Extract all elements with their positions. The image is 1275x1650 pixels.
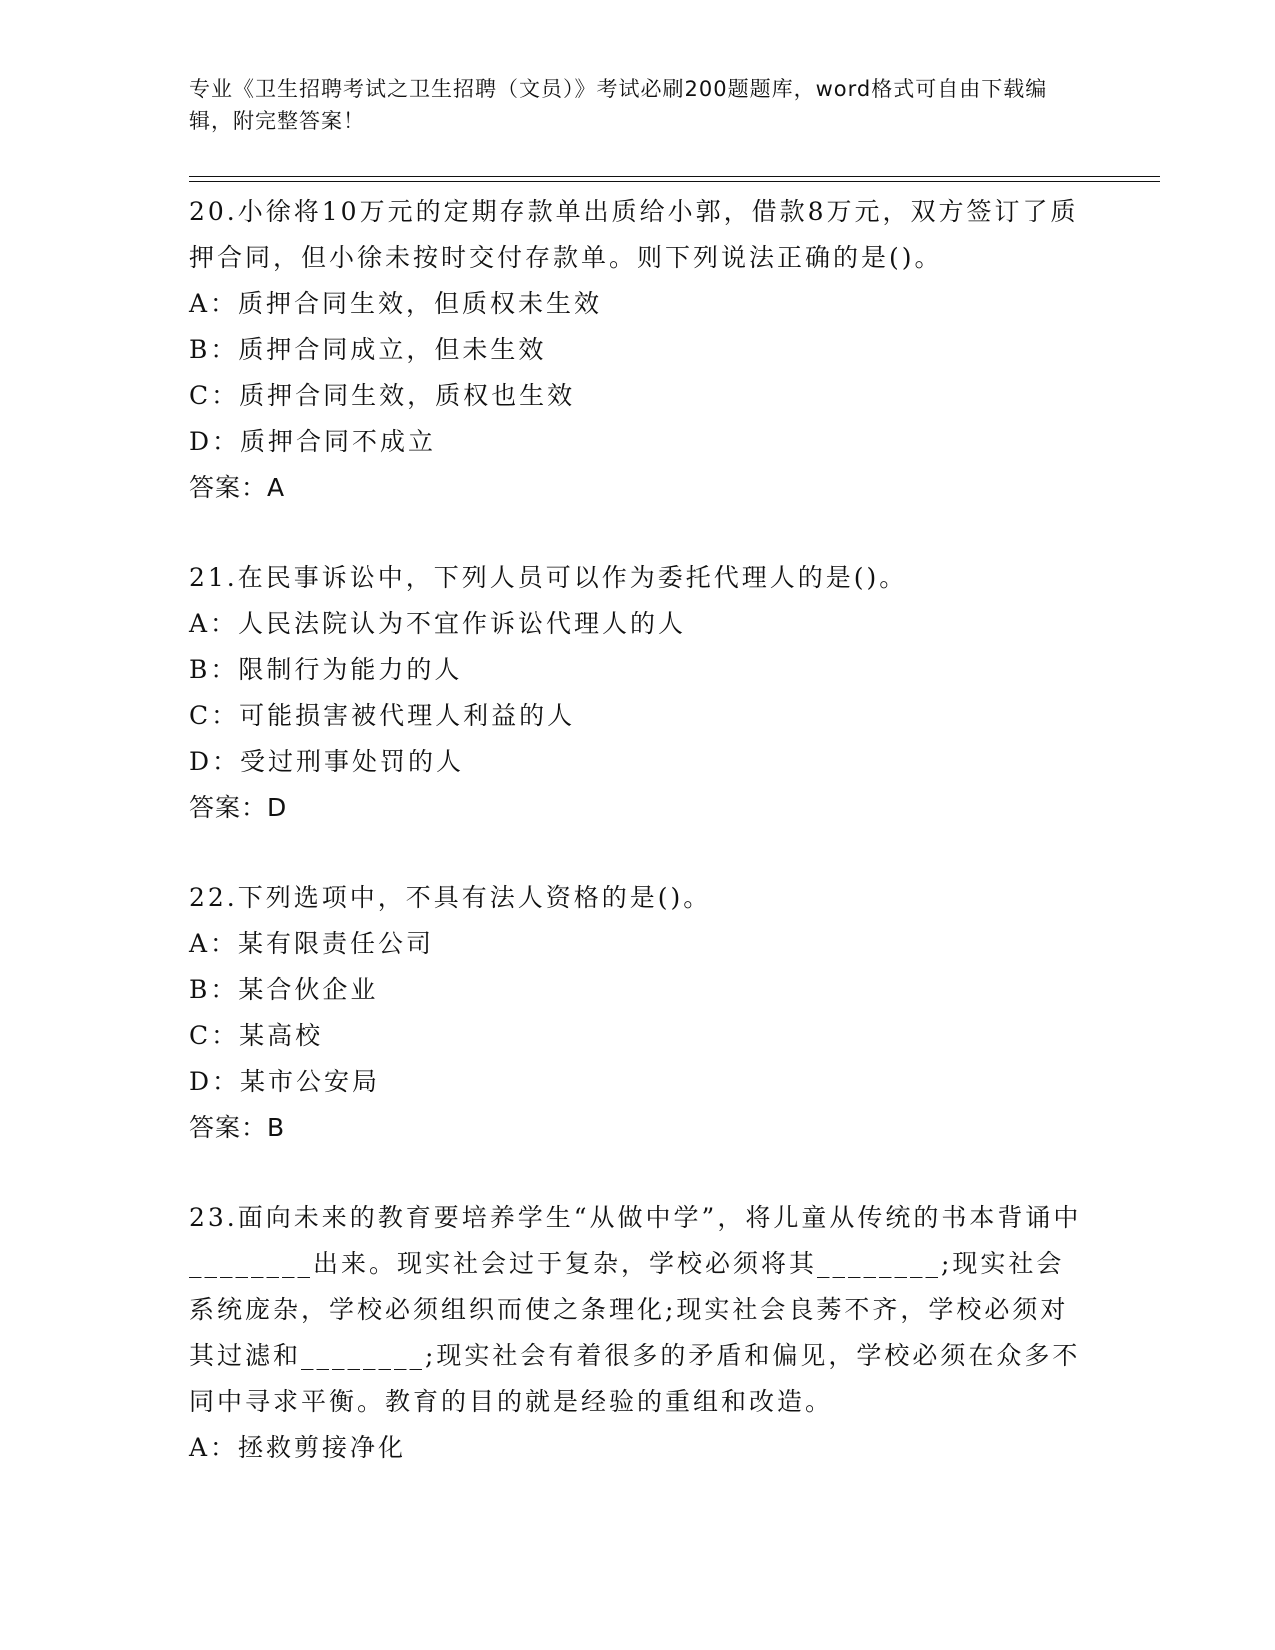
header-divider-bottom bbox=[189, 181, 1160, 182]
answer: 答案：A bbox=[189, 473, 286, 502]
answer: 答案：D bbox=[189, 793, 288, 822]
option-d: D：质押合同不成立 bbox=[189, 427, 437, 456]
document-header: 专业《卫生招聘考试之卫生招聘（文员）》考试必刷200题题库，word格式可自由下载编辑，附完整答案！ bbox=[189, 77, 1048, 133]
question-stem: 21.在民事诉讼中，下列人员可以作为委托代理人的是()。 bbox=[189, 563, 908, 592]
answer: 答案：B bbox=[189, 1113, 286, 1142]
question-list bbox=[189, 189, 1089, 1515]
question-22 bbox=[189, 875, 1089, 1151]
option-d: D：某市公安局 bbox=[189, 1067, 381, 1096]
question-stem: 23.面向未来的教育要培养学生“从做中学”，将儿童从传统的书本背诵中________出来。现实社会过于复杂，学校必须将其________;现实社会系统庞杂，学校必须组织而使之条理化;现实社会良莠不齐，学校必须对其过滤和________;现实社会有着很多的矛盾和偏见，学校必须在众多不同中寻求平衡。教育的目的就是经验的重组和改造。 bbox=[189, 1203, 1082, 1416]
option-b: B：限制行为能力的人 bbox=[189, 655, 463, 684]
option-d: D：受过刑事处罚的人 bbox=[189, 747, 465, 776]
option-a: A：质押合同生效，但质权未生效 bbox=[189, 289, 603, 318]
question-20 bbox=[189, 189, 1089, 511]
option-a: A：某有限责任公司 bbox=[189, 929, 435, 958]
option-c: C：可能损害被代理人利益的人 bbox=[189, 701, 576, 730]
option-c: C：质押合同生效，质权也生效 bbox=[189, 381, 576, 410]
question-21 bbox=[189, 555, 1089, 831]
option-b: B：某合伙企业 bbox=[189, 975, 379, 1004]
question-stem: 20.小徐将10万元的定期存款单出质给小郭，借款8万元，双方签订了质押合同，但小徐未按时交付存款单。则下列说法正确的是()。 bbox=[189, 197, 1079, 272]
question-23 bbox=[189, 1195, 1089, 1471]
header-divider-top bbox=[189, 176, 1160, 177]
option-a: A：人民法院认为不宜作诉讼代理人的人 bbox=[189, 609, 687, 638]
option-a: A：拯救剪接净化 bbox=[189, 1433, 407, 1462]
question-stem: 22.下列选项中，不具有法人资格的是()。 bbox=[189, 883, 712, 912]
option-b: B：质押合同成立，但未生效 bbox=[189, 335, 547, 364]
option-c: C：某高校 bbox=[189, 1021, 324, 1050]
